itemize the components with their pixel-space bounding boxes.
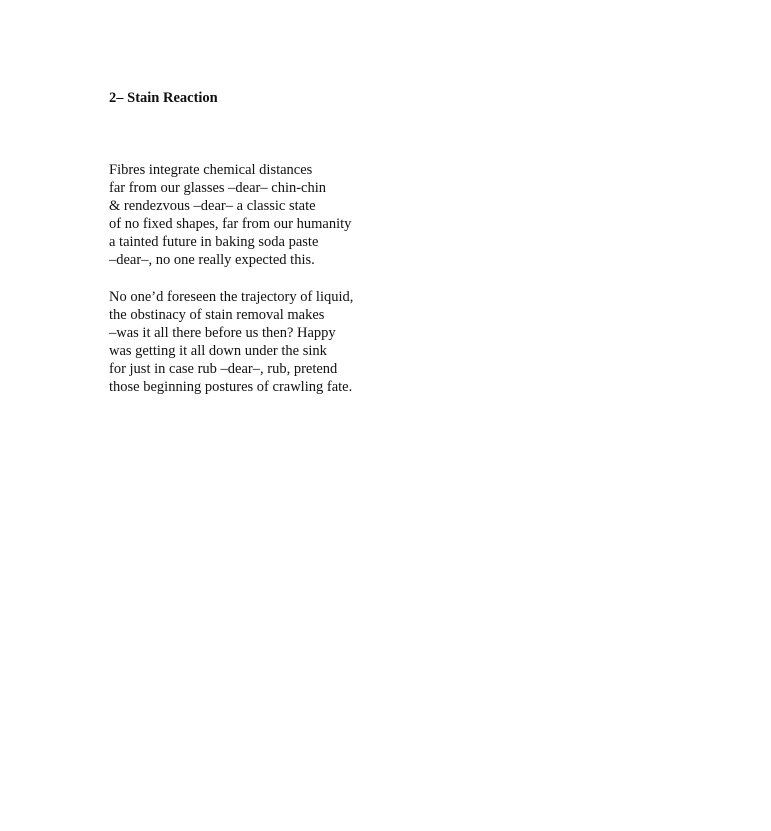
- poem-line: was getting it all down under the sink: [109, 343, 327, 359]
- poem-line: –dear–, no one really expected this.: [109, 252, 315, 268]
- poem-line: –was it all there before us then? Happy: [109, 325, 336, 341]
- poem-line: No one’d foreseen the trajectory of liquid,: [109, 289, 354, 305]
- poem-line: for just in case rub –dear–, rub, pretend: [109, 361, 338, 377]
- poem-stanza-1: [109, 161, 351, 269]
- poem-line: far from our glasses –dear– chin-chin: [109, 180, 327, 196]
- poem-line: a tainted future in baking soda paste: [109, 234, 319, 250]
- poem-line: & rendezvous –dear– a classic state: [109, 198, 316, 214]
- poem-title: 2– Stain Reaction: [109, 90, 218, 106]
- poem-line: Fibres integrate chemical distances: [109, 162, 313, 178]
- poem-line: of no fixed shapes, far from our humanity: [109, 216, 352, 232]
- poem-line: the obstinacy of stain removal makes: [109, 307, 325, 323]
- poem-stanza-2: [109, 288, 353, 396]
- poem-line: those beginning postures of crawling fate.: [109, 379, 353, 395]
